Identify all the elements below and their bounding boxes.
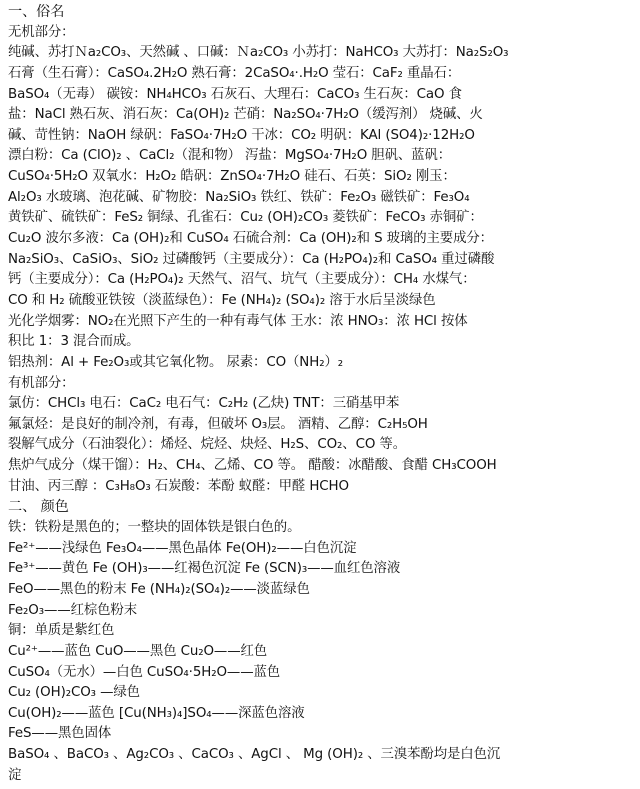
- text-line: 铝热剂：Al + Fe₂O₃或其它氧化物。 尿素：CO（NH₂）₂: [8, 354, 344, 370]
- text-line: 纯碱、苏打Ｎa₂CO₃、天然碱 、口碱：Ｎa₂CO₃ 小苏打：NaHCO₃ 大苏打：Na₂S₂O₃: [8, 45, 509, 61]
- section-heading: 二、 颜色: [8, 499, 69, 516]
- text-line: 有机部分：: [8, 375, 75, 391]
- text-line: BaSO₄（无毒） 碳铵：NH₄HCO₃ 石灰石、大理石：CaCO₃ 生石灰：CaO 食: [8, 86, 462, 102]
- text-line: 黄铁矿、硫铁矿：FeS₂ 铜绿、孔雀石：Cu₂ (OH)₂CO₃ 菱铁矿：FeCO₃ 赤铜矿：: [8, 210, 483, 226]
- text-line: 无机部分：: [8, 24, 75, 40]
- text-line: 石膏（生石膏）：CaSO₄.2H₂O 熟石膏：2CaSO₄·.H₂O 莹石：CaF₂ 重晶石：: [8, 65, 461, 81]
- text-line: FeS——黑色固体: [8, 726, 112, 742]
- text-line: 淀: [8, 767, 22, 783]
- text-line: Cu²⁺——蓝色 CuO——黑色 Cu₂O——红色: [8, 643, 268, 659]
- text-line: Al₂O₃ 水玻璃、泡花碱、矿物胶：Na₂SiO₃ 铁红、铁矿：Fe₂O₃ 磁铁矿：Fe₃O₄: [8, 189, 470, 205]
- text-line: Cu(OH)₂——蓝色 [Cu(NH₃)₄]SO₄——深蓝色溶液: [8, 705, 305, 721]
- text-line: 焦炉气成分（煤干馏）：H₂、CH₄、乙烯、CO 等。 醋酸：冰醋酸、食醋 CH₃COOH: [8, 458, 497, 474]
- text-line: Cu₂O 波尔多液：Ca (OH)₂和 CuSO₄ 石硫合剂：Ca (OH)₂和 S 玻璃的主要成分：: [8, 231, 493, 247]
- section-heading: 一、俗名: [8, 4, 65, 20]
- text-line: 钙（主要成分）：Ca (H₂PO₄)₂ 天然气、沼气、坑气（主要成分）：CH₄ 水煤气：: [8, 272, 476, 288]
- text-line: Fe²⁺——浅绿色 Fe₃O₄——黑色晶体 Fe(OH)₂——白色沉淀: [8, 540, 357, 556]
- text-line: BaSO₄ 、BaCO₃ 、Ag₂CO₃ 、CaCO₃ 、AgCl 、 Mg (OH)₂ 、三溴苯酚均是白色沉: [8, 747, 501, 763]
- text-line: CO 和 H₂ 硫酸亚铁铵（淡蓝绿色）：Fe (NH₄)₂ (SO₄)₂ 溶于水后呈淡绿色: [8, 292, 436, 308]
- text-line: Cu₂ (OH)₂CO₃ —绿色: [8, 685, 140, 701]
- text-line: 盐：NaCl 熟石灰、消石灰：Ca(OH)₂ 芒硝：Na₂SO₄·7H₂O（缓泻剂） 烧碱、火: [8, 107, 483, 123]
- text-line: 积比 1：3 混合而成。: [8, 334, 140, 350]
- text-line: 氟氯烃：是良好的制冷剂，有毒，但破坏 O₃层。 酒精、乙醇：C₂H₅OH: [8, 416, 428, 432]
- text-line: CuSO₄（无水）—白色 CuSO₄·5H₂O——蓝色: [8, 664, 281, 680]
- text-line: 光化学烟雾：NO₂在光照下产生的一种有毒气体 王水：浓 HNO₃：浓 HCl 按体: [8, 313, 468, 329]
- text-line: 裂解气成分（石油裂化）：烯烃、烷烃、炔烃、H₂S、CO₂、CO 等。: [8, 437, 407, 453]
- text-line: 碱、苛性钠：NaOH 绿矾：FaSO₄·7H₂O 干冰：CO₂ 明矾：KAl (SO4)₂·12H₂O: [8, 127, 475, 143]
- text-line: FeO——黑色的粉末 Fe (NH₄)₂(SO₄)₂——淡蓝绿色: [8, 581, 310, 597]
- text-line: CuSO₄·5H₂O 双氧水：H₂O₂ 皓矾：ZnSO₄·7H₂O 硅石、石英：SiO₂ 刚玉：: [8, 169, 456, 185]
- text-line: 漂白粉：Ca (ClO)₂ 、CaCl₂（混和物） 泻盐：MgSO₄·7H₂O 胆矾、蓝矾：: [8, 148, 452, 164]
- text-line: Fe₂O₃——红棕色粉末: [8, 602, 138, 618]
- text-line: Fe³⁺——黄色 Fe (OH)₃——红褐色沉淀 Fe (SCN)₃——血红色溶液: [8, 561, 401, 577]
- text-line: 铜：单质是紫红色: [8, 623, 115, 639]
- text-line: Na₂SiO₃、CaSiO₃、SiO₂ 过磷酸钙（主要成分）：Ca (H₂PO₄)₂和 CaSO₄ 重过磷酸: [8, 251, 495, 267]
- text-line: 铁：铁粉是黑色的；一整块的固体铁是银白色的。: [8, 520, 301, 536]
- text-line: 氯仿：CHCl₃ 电石：CaC₂ 电石气：C₂H₂ (乙炔) TNT：三硝基甲苯: [8, 396, 400, 412]
- text-line: 甘油、丙三醇 ：C₃H₈O₃ 石炭酸：苯酚 蚁醛：甲醛 HCHO: [8, 478, 349, 494]
